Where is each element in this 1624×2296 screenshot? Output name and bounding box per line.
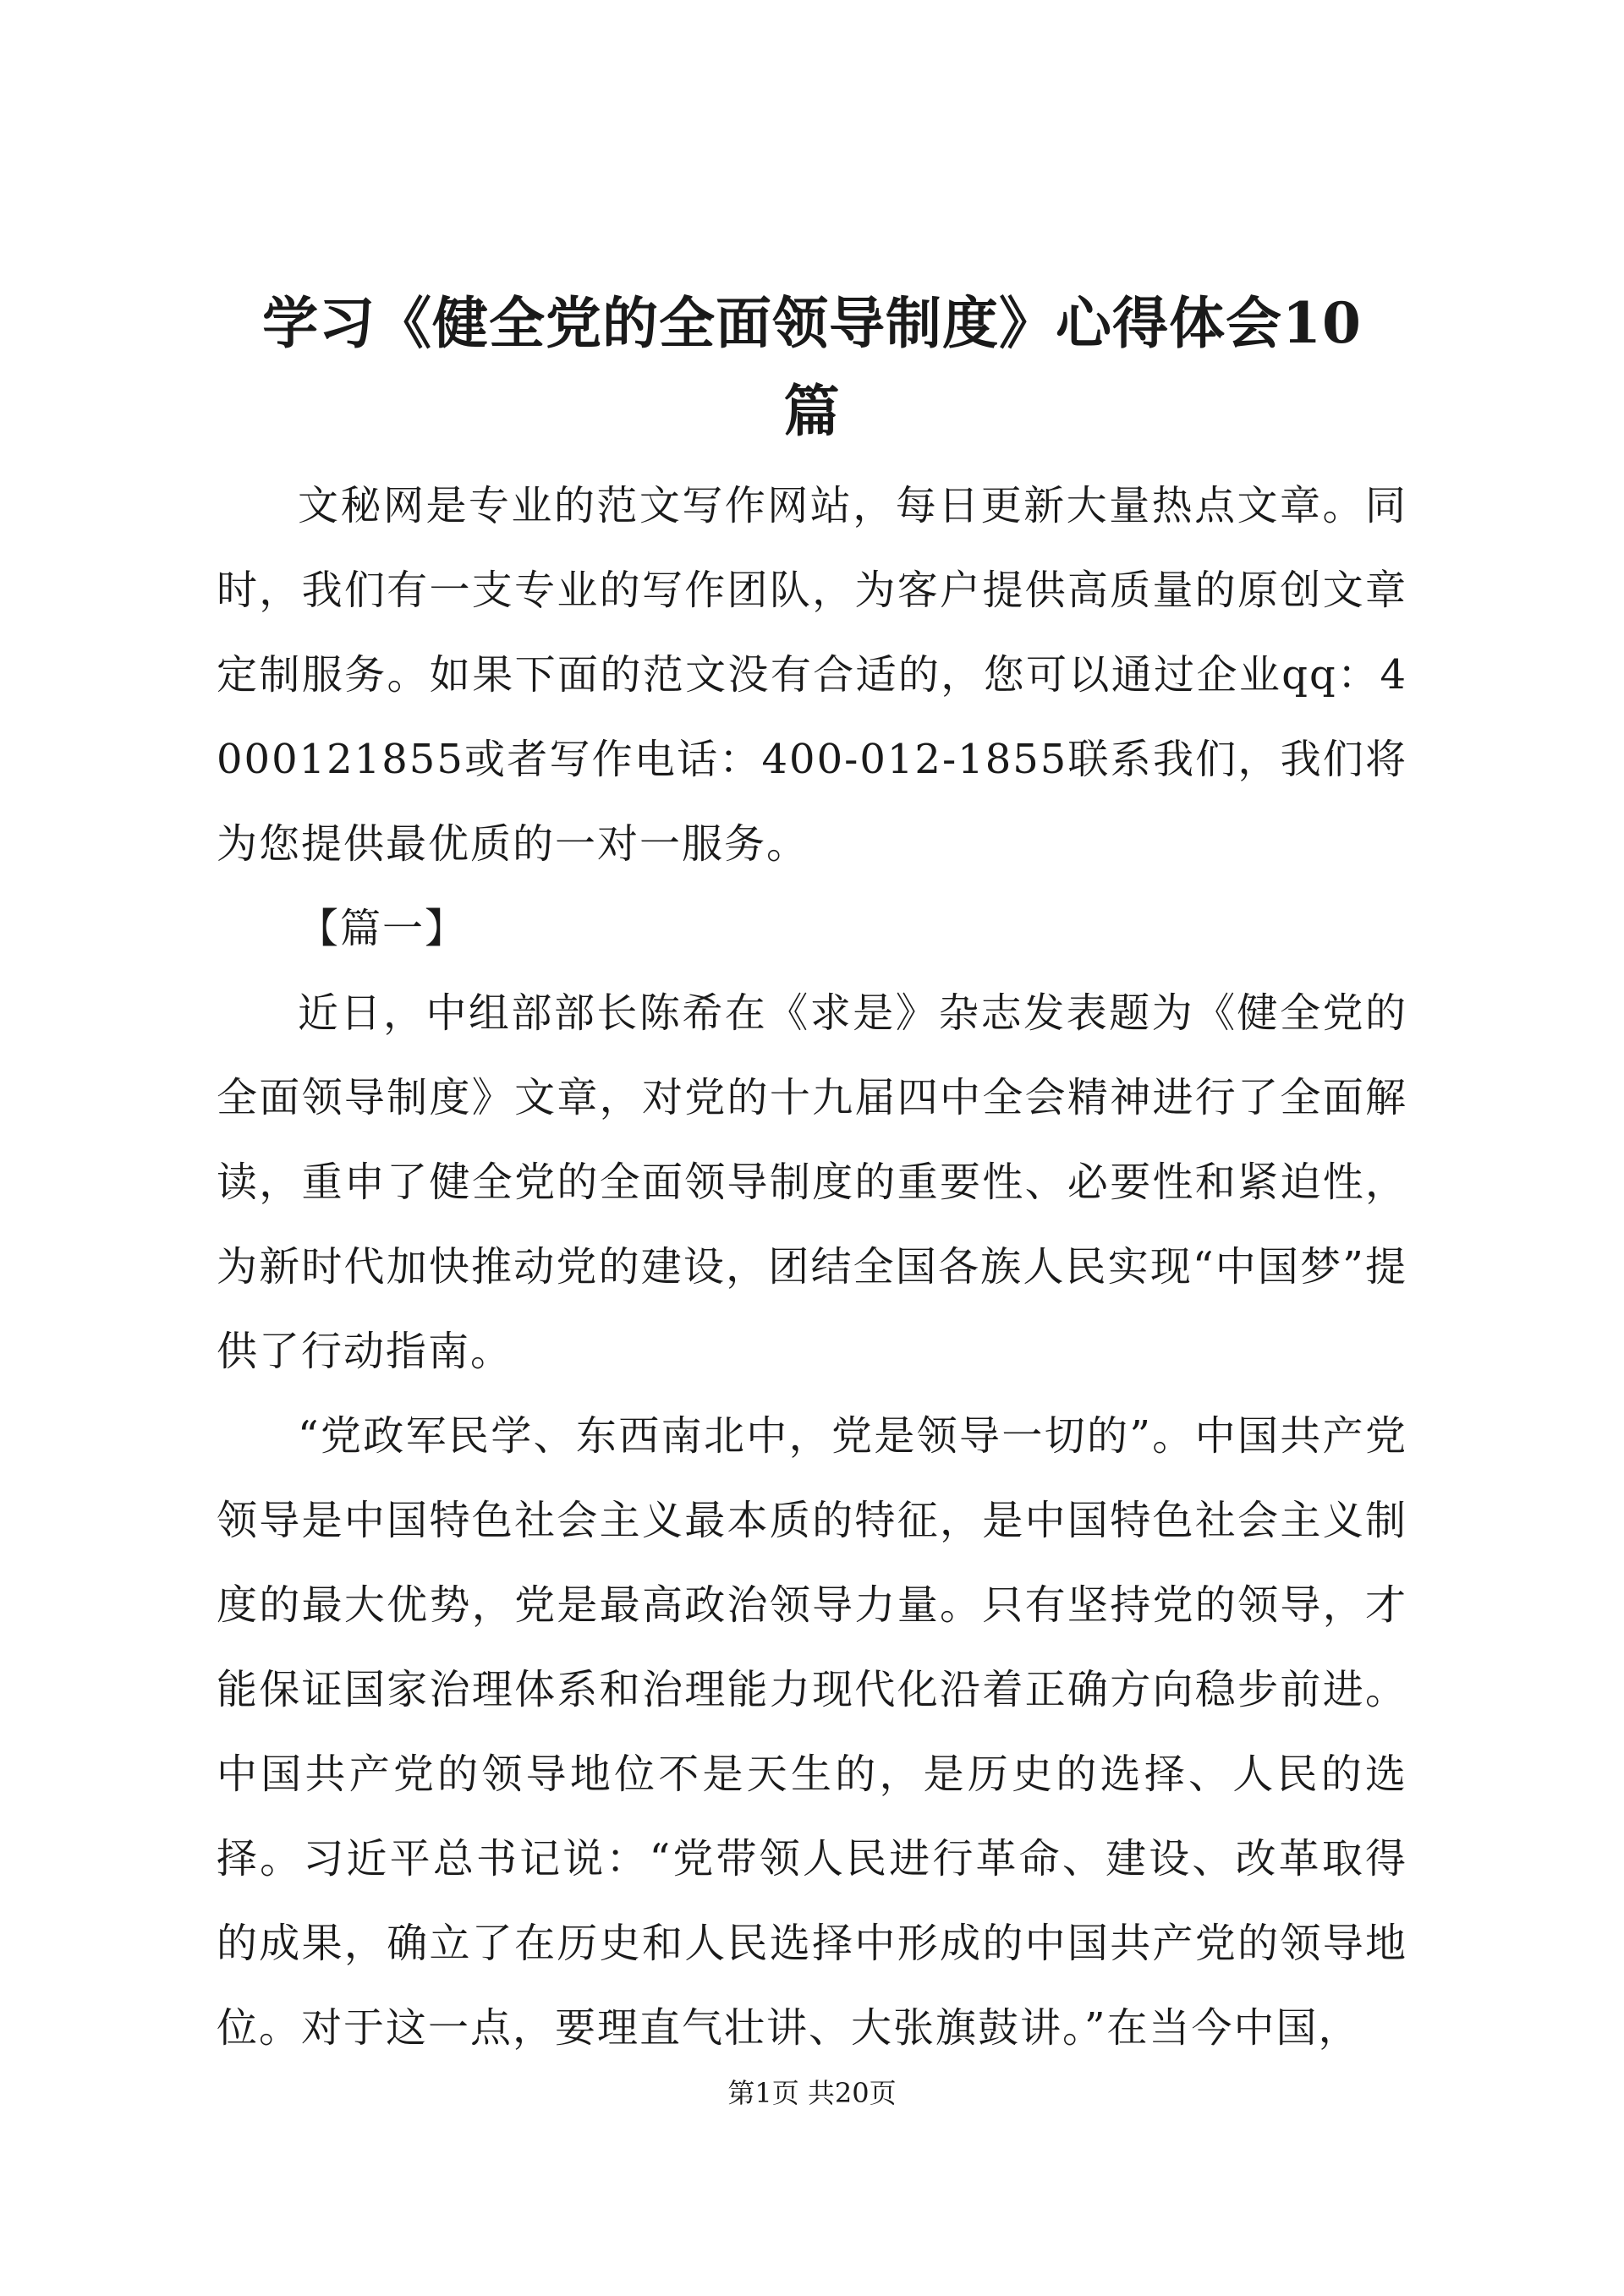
title-line-1: 学习《健全党的全面领导制度》心得体会10 (262, 290, 1362, 356)
body-paragraph: 近日，中组部部长陈希在《求是》杂志发表题为《健全党的全面领导制度》文章，对党的十九届四中全会精神进行了全面解读，重申了健全党的全面领导制度的重要性、必要性和紧迫性，为新时代加快推动党的建设，团结全国各族人民实现“中国梦”提供了行动指南。 (217, 989, 1407, 1375)
document-body (217, 463, 1407, 2070)
page-footer: 第1页 共20页 (727, 2077, 897, 2109)
title-line-2: 篇 (783, 378, 841, 444)
intro-paragraph: 文秘网是专业的范文写作网站，每日更新大量热点文章。同时，我们有一支专业的写作团队，为客户提供高质量的原创文章定制服务。如果下面的范文没有合适的，您可以通过企业qq：4000121855或者写作电话：400-012-1855联系我们，我们将为您提供最优质的一对一服务。 (217, 482, 1407, 868)
body-paragraph: “党政军民学、东西南北中，党是领导一切的”。中国共产党领导是中国特色社会主义最本质的特征，是中国特色社会主义制度的最大优势，党是最高政治领导力量。只有坚持党的领导，才能保证国家治理体系和治理能力现代化沿着正确方向稳步前进。中国共产党的领导地位不是天生的，是历史的选择、人民的选择。习近平总书记说：“党带领人民进行革命、建设、改革取得的成果，确立了在历史和人民选择中形成的中国共产党的领导地位。对于这一点，要理直气壮讲、大张旗鼓讲。”在当今中国， (217, 1412, 1407, 2052)
section-heading: 【篇一】 (298, 905, 468, 952)
document-title (211, 279, 1413, 455)
